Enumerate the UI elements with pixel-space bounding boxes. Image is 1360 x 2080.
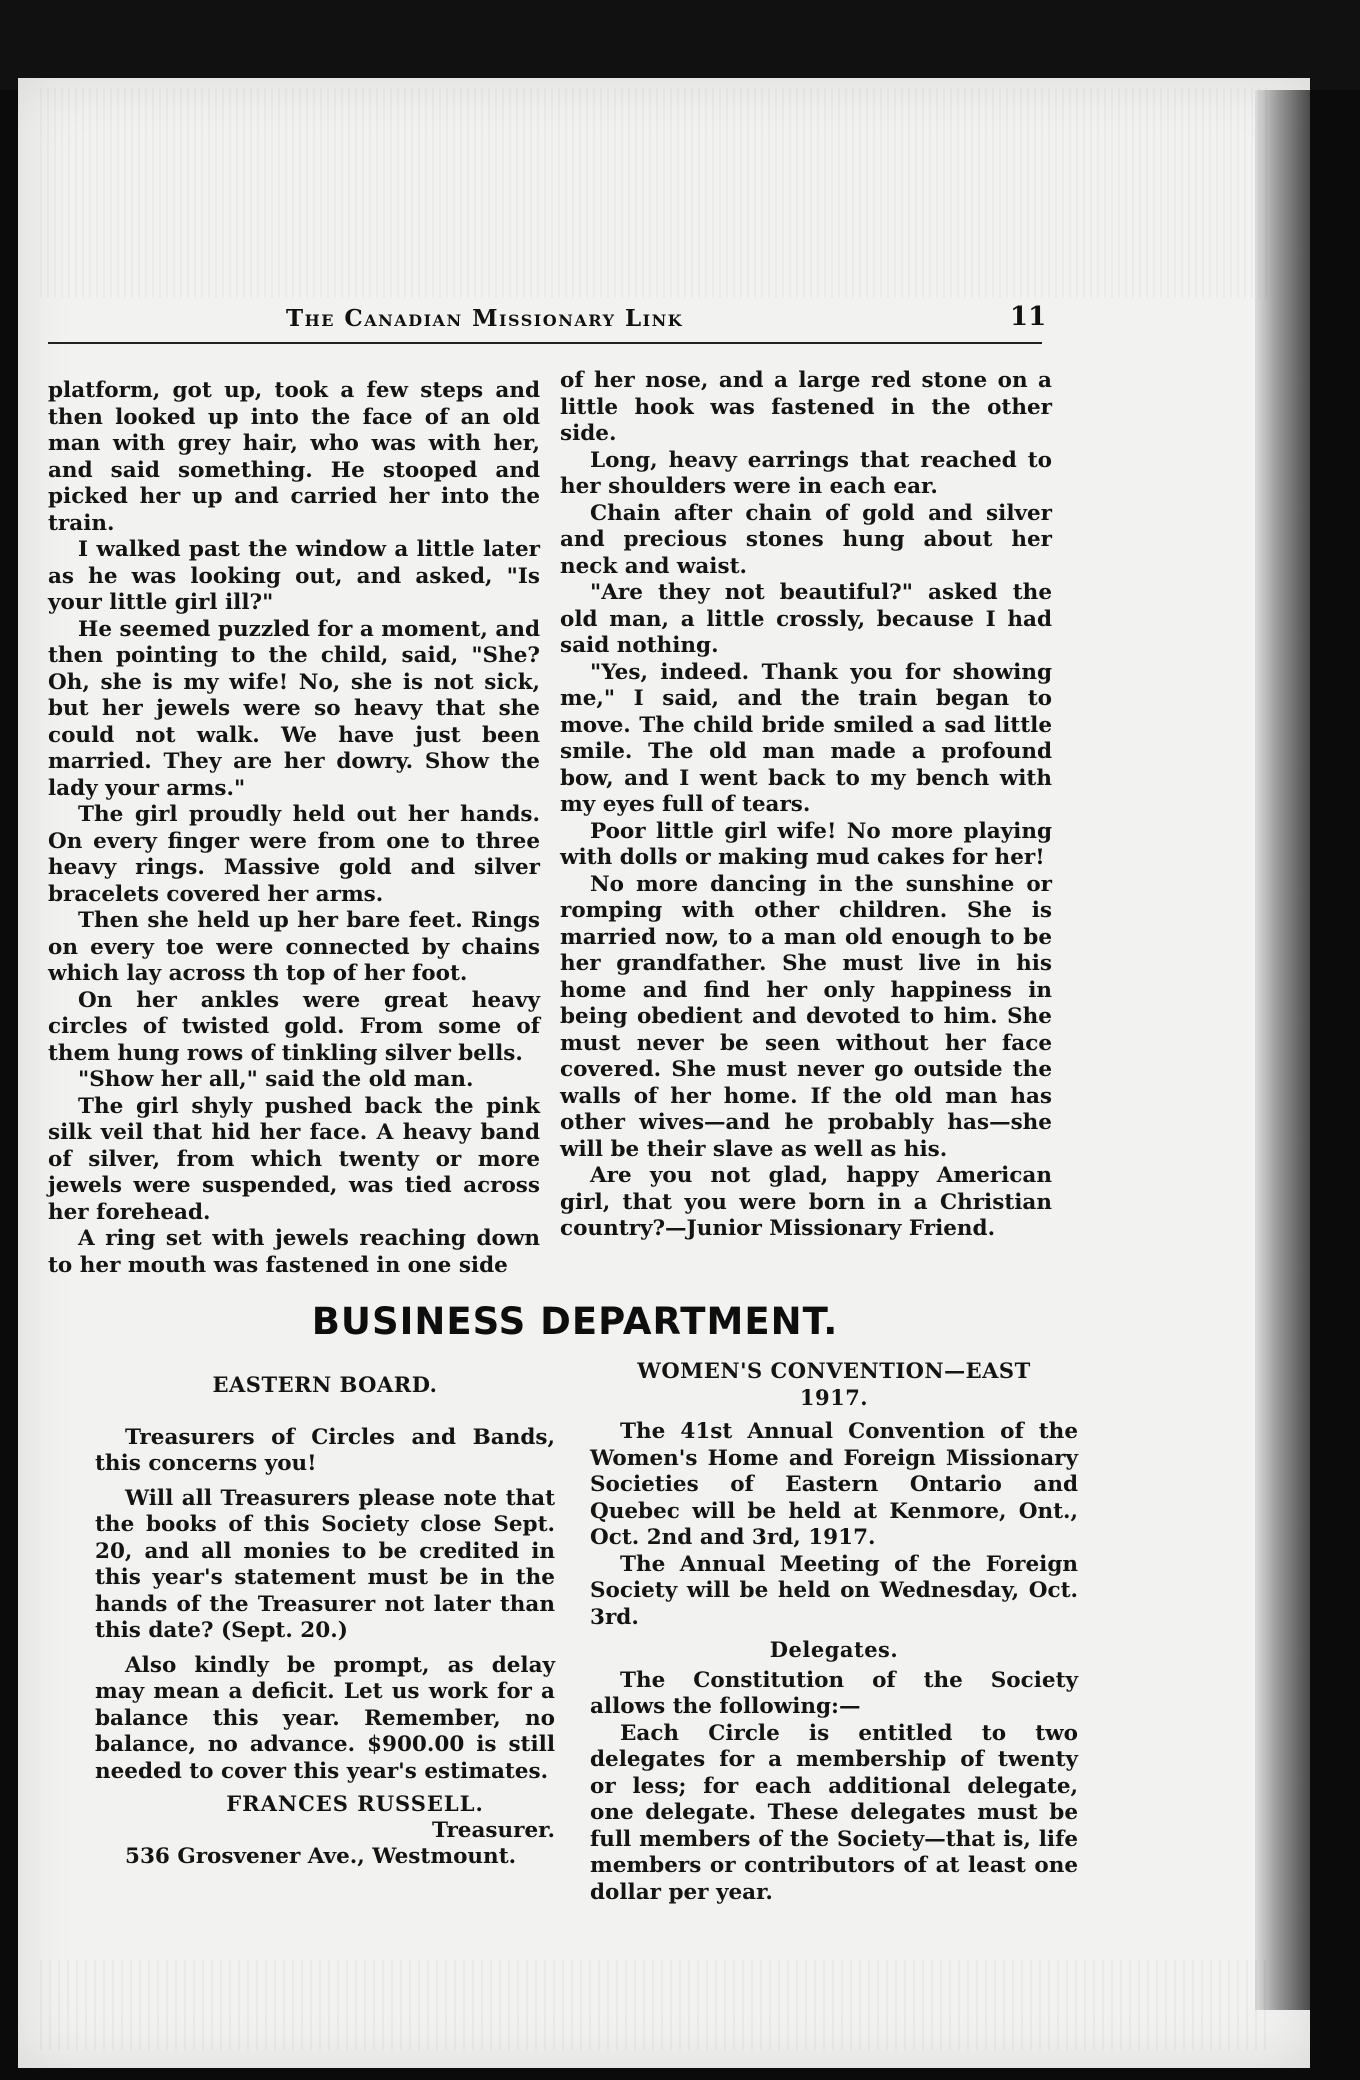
- convention-paragraph: The 41st Annual Convention of the Women's Home and Foreign Missionary Societies of Eastern Ontario and Quebec will be held at Kenmore, Ont., Oct. 2nd and 3rd, 1917.: [590, 1419, 1078, 1550]
- scan-noise-top: [40, 88, 1270, 298]
- eastern-board-paragraph: Also kindly be prompt, as delay may mean a deficit. Let us work for a balance this year. Remember, no balance, no advance. $900.00 is still needed to cover this year's estimates.: [95, 1652, 555, 1784]
- story-paragraph: On her ankles were great heavy circles of twisted gold. From some of them hung rows of tinkling silver bells.: [48, 987, 540, 1066]
- eastern-board-heading: EASTERN BOARD.: [212, 1372, 438, 1397]
- story-paragraph: "Are they not beautiful?" asked the old man, a little crossly, because I had said nothing.: [560, 580, 1052, 658]
- convention-heading: WOMEN'S CONVENTION—EAST 1917.: [637, 1358, 1031, 1410]
- signature-name: FRANCES RUSSELL.: [226, 1791, 484, 1816]
- story-paragraph: Long, heavy earrings that reached to her shoulders were in each ear.: [560, 447, 1052, 499]
- story-paragraph: Chain after chain of gold and silver and precious stones hung about her neck and waist.: [560, 500, 1052, 579]
- treasurer-address: 536 Grosvener Ave., Westmount.: [125, 1844, 517, 1869]
- scan-border-top: [0, 0, 1360, 90]
- story-paragraph: No more dancing in the sunshine or romping with other children. She is married now, to a man old enough to be her grandfather. She must live in his home and find her only happiness in being obedient and devoted to him. She must never be seen without her face covered. She must never go outside the walls of her home. If the old man has other wives—and he probably has—she will be their slave as well as his.: [560, 871, 1052, 1162]
- convention-column: [590, 1358, 1078, 1906]
- story-paragraph: The girl shyly pushed back the pink silk veil that hid her face. A heavy band of silver, from which twenty or more jewels were suspended, was tied across her forehead.: [48, 1093, 540, 1225]
- page-edge-shadow: [1255, 90, 1310, 2010]
- story-paragraph: "Yes, indeed. Thank you for showing me," I said, and the train began to move. The child bride smiled a sad little smile. The old man made a profound bow, and I went back to my bench with my eyes full of tears.: [560, 659, 1052, 817]
- header-rule: [48, 342, 1042, 344]
- story-paragraph: Poor little girl wife! No more playing with dolls or making mud cakes for her!: [560, 818, 1052, 870]
- story-paragraph: "Show her all," said the old man.: [78, 1067, 474, 1092]
- convention-paragraph: The Annual Meeting of the Foreign Society will be held on Wednesday, Oct. 3rd.: [590, 1551, 1078, 1630]
- delegates-paragraph: Each Circle is entitled to two delegates for a membership of twenty or less; for each additional delegate, one delegate. These delegates must be full members of the Society—that is, life members or contributors of at least one dollar per year.: [590, 1720, 1078, 1905]
- story-paragraph: The girl proudly held out her hands. On every finger were from one to three heavy rings. Massive gold and silver bracelets covered her arms.: [48, 802, 540, 907]
- signature-title: Treasurer.: [432, 1817, 555, 1843]
- story-right-column: [560, 368, 1052, 1243]
- business-department-title: BUSINESS DEPARTMENT.: [311, 1300, 839, 1343]
- scan-noise-bottom: [40, 1960, 1270, 2050]
- eastern-board-column: [95, 1372, 555, 1871]
- story-paragraph: He seemed puzzled for a moment, and then pointing to the child, said, "She? Oh, she is my wife! No, she is not sick, but her jewels were so heavy that she could not walk. We have just been married. They are her dowry. Show the lady your arms.": [48, 616, 540, 801]
- story-paragraph: platform, got up, took a few steps and then looked up into the face of an old man with grey hair, who was with her, and said something. He stooped and picked her up and carried her into the train.: [48, 378, 540, 536]
- story-paragraph: I walked past the window a little later as he was looking out, and asked, "Is your little girl ill?": [48, 537, 540, 615]
- story-left-column: [48, 378, 540, 1279]
- delegates-paragraph: The Constitution of the Society allows the following:—: [590, 1667, 1078, 1719]
- page-number: 11: [1010, 302, 1047, 332]
- running-title: The Canadian Missionary Link: [286, 305, 684, 332]
- delegates-heading: Delegates.: [769, 1637, 899, 1662]
- story-paragraph: Then she held up her bare feet. Rings on every toe were connected by chains which lay across th top of her foot.: [48, 908, 540, 986]
- eastern-board-paragraph: Will all Treasurers please note that the books of this Society close Sept. 20, and all monies to be credited in this year's statement must be in the hands of the Treasurer not later than this date? (Sept. 20.): [95, 1485, 555, 1643]
- eastern-board-paragraph: Treasurers of Circles and Bands, this concerns you!: [95, 1424, 555, 1476]
- story-paragraph: Are you not glad, happy American girl, that you were born in a Christian country?—Junior Missionary Friend.: [560, 1163, 1052, 1241]
- story-paragraph: A ring set with jewels reaching down to her mouth was fastened in one side: [48, 1226, 540, 1278]
- story-paragraph: of her nose, and a large red stone on a little hook was fastened in the other side.: [560, 368, 1052, 446]
